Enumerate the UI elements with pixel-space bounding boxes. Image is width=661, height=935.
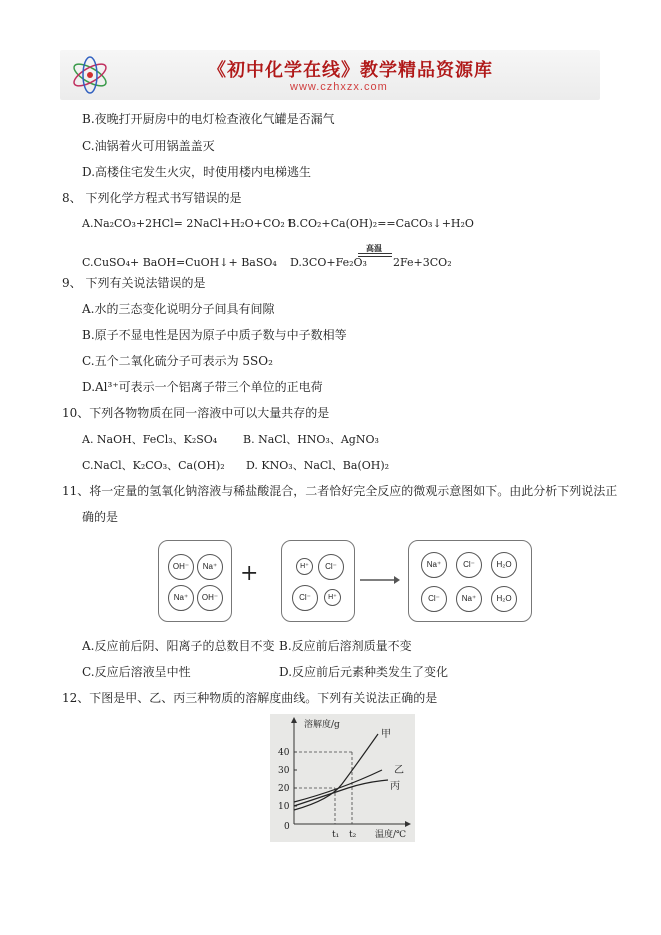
- atom-logo-icon: [68, 55, 112, 95]
- y-tick: 10: [278, 802, 290, 812]
- banner-url[interactable]: www.czhxzx.com: [290, 81, 388, 93]
- reaction-condition: 高温: [366, 243, 382, 253]
- ion-cl: Cl⁻: [421, 586, 447, 612]
- x-axis-label: 温度/℃: [375, 830, 407, 840]
- question-8: 8、 下列化学方程式书写错误的是: [62, 191, 242, 205]
- ion-na: Na⁺: [197, 554, 223, 580]
- option-8b: B.CO₂+Ca(OH)₂==CaCO₃↓+H₂O: [288, 217, 474, 230]
- option-line: B.夜晚打开厨房中的电灯检查液化气罐是否漏气: [82, 112, 335, 126]
- ion-oh: OH⁻: [168, 554, 194, 580]
- x-tick: t₁: [332, 830, 340, 840]
- option-8c: C.CuSO₄+ BaOH=CuOH↓+ BaSO₄: [82, 256, 277, 269]
- solubility-graph: [270, 714, 415, 842]
- option-11a: A.反应前后阴、阳离子的总数目不变: [82, 639, 275, 653]
- option-line: D.高楼住宅发生火灾，时使用楼内电梯逃生: [82, 165, 312, 179]
- water-molecule: H₂O: [491, 552, 517, 578]
- option-8d-right: 2Fe+3CO₂: [393, 256, 452, 269]
- ion-cl: Cl⁻: [456, 552, 482, 578]
- y-tick: 20: [278, 784, 290, 794]
- header-banner: [60, 50, 600, 100]
- y-tick: 40: [278, 748, 290, 758]
- option-8a: A.Na₂CO₃+2HCl= 2NaCl+H₂O+CO₂↑: [82, 217, 294, 230]
- reactant-box-naoh: [158, 540, 232, 622]
- y-tick: 0: [284, 822, 290, 832]
- ion-na: Na⁺: [456, 586, 482, 612]
- option-11d: D.反应前后元素种类发生了变化: [279, 665, 449, 679]
- ion-oh: OH⁻: [197, 585, 223, 611]
- option-11c: C.反应后溶液呈中性: [82, 665, 191, 679]
- arrow-icon: [360, 574, 400, 586]
- reactant-box-hcl: [281, 540, 355, 622]
- ion-cl: Cl⁻: [292, 585, 318, 611]
- question-10: 10、下列各物物质在同一溶液中可以大量共存的是: [62, 406, 330, 420]
- ion-cl: Cl⁻: [318, 554, 344, 580]
- option-9a: A.水的三态变化说明分子间具有间隙: [82, 302, 275, 316]
- question-9: 9、 下列有关说法错误的是: [62, 276, 206, 290]
- series-label-jia: 甲: [381, 729, 391, 740]
- ion-na: Na⁺: [168, 585, 194, 611]
- water-molecule: H₂O: [491, 586, 517, 612]
- option-10d: D. KNO₃、NaCl、Ba(OH)₂: [246, 459, 390, 472]
- series-label-bing: 丙: [390, 781, 400, 792]
- option-11b: B.反应前后溶剂质量不变: [279, 639, 412, 653]
- option-9c: C.五个二氧化硫分子可表示为 5SO₂: [82, 354, 273, 368]
- question-11: 11、将一定量的氢氧化钠溶液与稀盐酸混合，二者恰好完全反应的微观示意图如下。由此分析下列说法正: [62, 484, 618, 498]
- ion-h: H⁺: [324, 589, 341, 606]
- question-12: 12、下图是甲、乙、丙三种物质的溶解度曲线。下列有关说法正确的是: [62, 691, 438, 705]
- x-tick: t₂: [349, 830, 357, 840]
- option-line: C.油锅着火可用锅盖盖灭: [82, 139, 215, 153]
- option-8d-left: D.3CO+Fe₂O₃: [290, 256, 367, 269]
- y-axis-label: 溶解度/g: [304, 720, 340, 730]
- equals-bar: [358, 253, 392, 257]
- y-tick: 30: [278, 766, 290, 776]
- product-box: [408, 540, 532, 622]
- option-9d: D.Al³⁺可表示一个铝离子带三个单位的正电荷: [82, 380, 323, 394]
- option-10b: B. NaCl、HNO₃、AgNO₃: [243, 433, 379, 446]
- question-11-cont: 确的是: [82, 510, 119, 524]
- banner-title: 《初中化学在线》教学精品资源库: [208, 60, 493, 81]
- option-9b: B.原子不显电性是因为原子中质子数与中子数相等: [82, 328, 347, 342]
- ion-h: H⁺: [296, 558, 313, 575]
- option-10c: C.NaCl、K₂CO₃、Ca(OH)₂: [82, 459, 225, 472]
- series-label-yi: 乙: [394, 765, 404, 776]
- ion-na: Na⁺: [421, 552, 447, 578]
- option-10a: A. NaOH、FeCl₃、K₂SO₄: [82, 433, 218, 446]
- plus-sign: +: [240, 561, 259, 586]
